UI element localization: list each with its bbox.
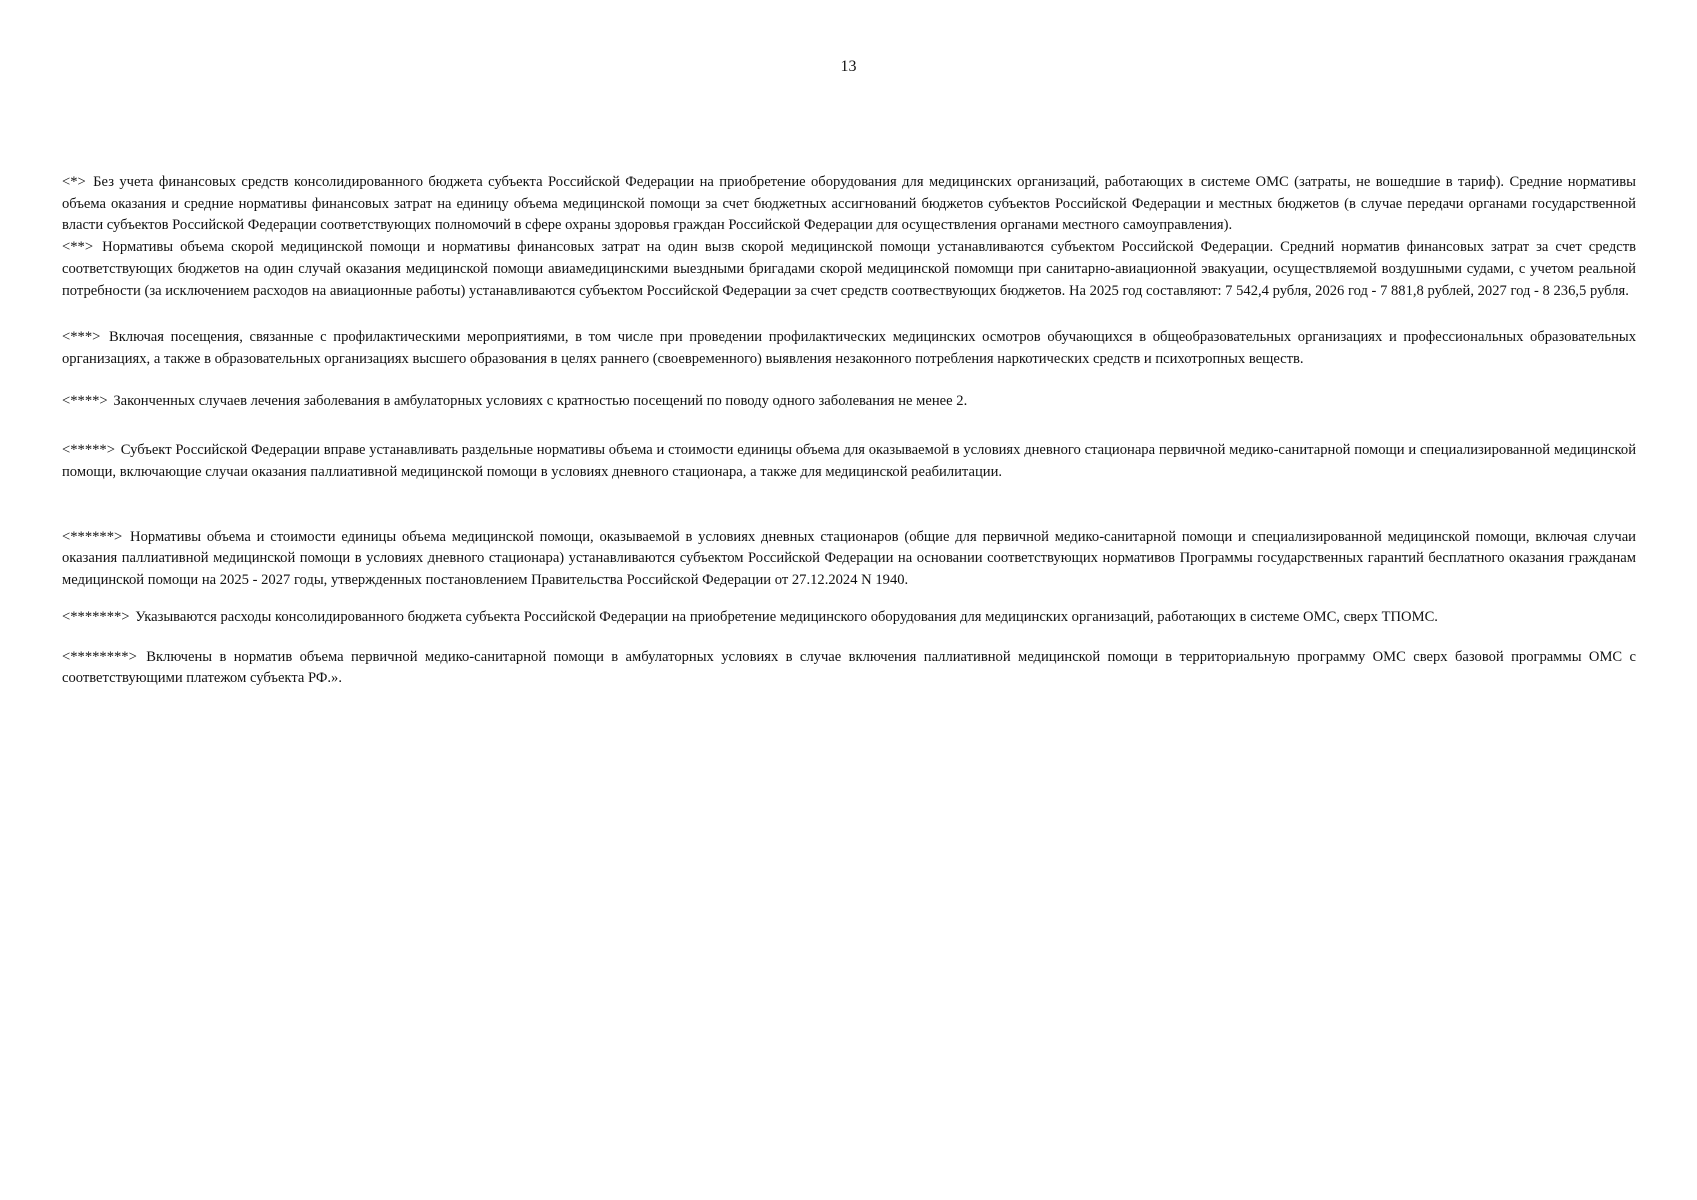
- footnote-6-text: Нормативы объема и стоимости единицы объема медицинской помощи, оказываемой в условиях дневных стационаров (общие для первичной медико-санитарной помощи и специализированной медицинской помощи, включая случаи оказания паллиативной медицинской помощи в условиях дневного стационара) устанавливаются субъектом Российской Федерации на основании соответствующих нормативов Программы государственных гарантий бесплатного оказания гражданам медицинской помощи на 2025 - 2027 годы, утвержденных постановлением Правительства Российской Федерации от 27.12.2024 N 1940.: [62, 528, 1636, 589]
- footnote-3: [62, 327, 1636, 370]
- footnote-8-mark: <********>: [62, 648, 137, 665]
- footnote-2-text: Нормативы объема скорой медицинской помощи и нормативы финансовых затрат на один вызв скорой медицинской помощи устанавливаются субъектом Российской Федерации. Средний норматив финансовых затрат за счет средств соответствующих бюджетов на один случай оказания медицинской помощи авиамедицинскими выездными бригадами скорой медицинской помомщи при санитарно-авиационной эвакуации, осуществляемой воздушными судами, с учетом реальной потребности (за исключением расходов на авиационные работы) устанавливаются субъектом Российской Федерации за счет средств соотвествующих бюджетов. На 2025 год составляют: 7 542,4 рубля, 2026 год - 7 881,8 рублей, 2027 год - 8 236,5 рубля.: [62, 239, 1637, 299]
- footnote-1-text: Без учета финансовых средств консолидированного бюджета субъекта Российской Федерации на приобретение оборудования для медицинских организаций, работающих в системе ОМС (затраты, не вошедшие в тариф). Средние нормативы объема оказания и средние нормативы финансовых затрат на единицу объема медицинской помощи за счет бюджетных ассигнований бюджетов субъектов Российской Федерации и местных бюджетов (в случае передачи органами государственной власти субъектов Российской Федерации соответствующих полномочий в сфере охраны здоровья граждан Российской Федерации для осуществления органами местного самоуправления).: [62, 174, 1636, 234]
- footnote-8: [62, 647, 1636, 690]
- footnote-2-mark: <**>: [62, 239, 94, 256]
- footnote-1-mark: <*>: [62, 174, 86, 190]
- footnote-2: [62, 237, 1636, 302]
- footnote-7-text: Указываются расходы консолидированного бюджета субъекта Российской Федерации на приобретение медицинского оборудования для медицинских организаций, работающих в системе ОМС, сверх ТПОМС.: [135, 608, 1438, 625]
- footnote-7-mark: <*******>: [62, 608, 130, 625]
- footnote-4-mark: <****>: [62, 392, 108, 409]
- footnote-5-text: Субъект Российской Федерации вправе устанавливать раздельные нормативы объема и стоимости единицы объема для оказываемой в условиях дневного стационара первичной медико-санитарной помощи и специализированной медицинской помощи, включающие случаи оказания паллиативной медицинской помощи в условиях дневного стационара, а также для медицинской реабилитации.: [62, 442, 1637, 481]
- footnote-4-text: Законченных случаев лечения заболевания в амбулаторных условиях с кратностью посещений по поводу одного заболевания не менее 2.: [113, 392, 968, 409]
- footnotes: [62, 172, 1636, 690]
- footnote-3-mark: <***>: [62, 329, 101, 346]
- footnote-8-text: Включены в норматив объема первичной медико-санитарной помощи в амбулаторных условиях в случае включения паллиативной медицинской помощи в территориальную программу ОМС сверх базовой программы ОМС с соответствующими платежом субъекта РФ.».: [62, 648, 1636, 687]
- footnote-4: [62, 391, 1636, 413]
- footnote-7: [62, 607, 1636, 629]
- footnote-3-text: Включая посещения, связанные с профилактическими мероприятиями, в том числе при проведении профилактических медицинских осмотров обучающихся в общеобразовательных организациях и профессиональных образовательных организациях, а также в образовательных организациях высшего образования в целях раннего (своевременного) выявления незаконного потребления наркотических средств и психотропных веществ.: [62, 329, 1636, 367]
- footnote-6: [62, 527, 1636, 592]
- page-number: 13: [840, 58, 857, 75]
- footnote-5: [62, 440, 1636, 483]
- footnote-6-mark: <******>: [62, 528, 123, 545]
- footnote-5-mark: <*****>: [62, 442, 115, 459]
- footnote-1: [62, 172, 1636, 237]
